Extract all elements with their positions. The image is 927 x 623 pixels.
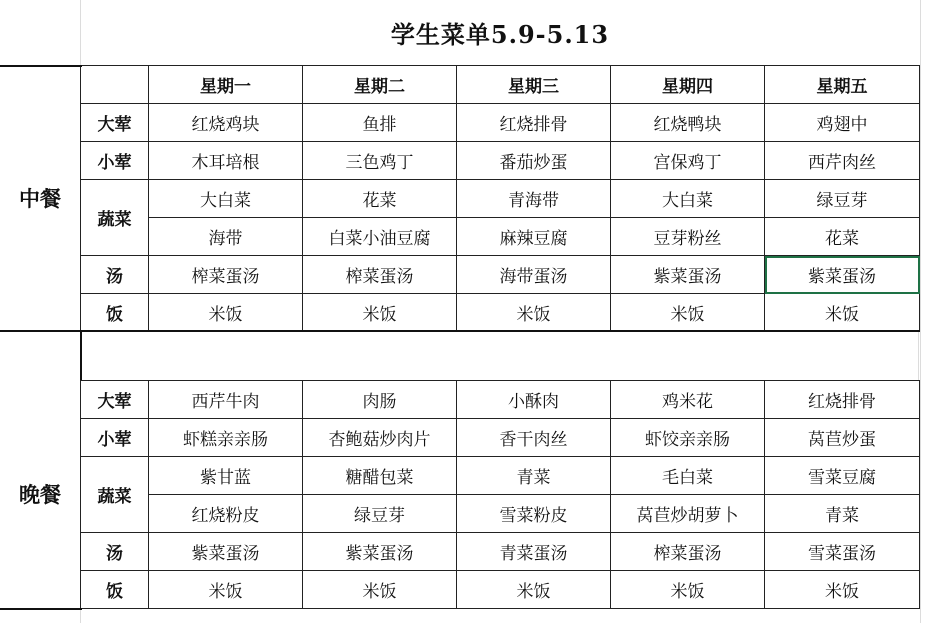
blank-row[interactable] [80,332,919,380]
menu-cell[interactable]: 大白菜 [149,180,303,218]
lunch-table [80,65,920,332]
menu-cell[interactable]: 红烧鸡块 [149,104,303,142]
table-row [81,142,920,180]
menu-cell[interactable]: 宫保鸡丁 [611,142,765,180]
menu-cell[interactable]: 绿豆芽 [303,495,457,533]
table-row [81,294,920,332]
menu-cell[interactable]: 红烧鸭块 [611,104,765,142]
table-row [81,104,920,142]
category-cell[interactable]: 蔬菜 [81,180,149,256]
table-row [81,533,920,571]
menu-cell[interactable]: 肉肠 [303,381,457,419]
menu-cell[interactable]: 大白菜 [611,180,765,218]
menu-cell[interactable]: 榨菜蛋汤 [611,533,765,571]
menu-cell[interactable]: 榨菜蛋汤 [149,256,303,294]
menu-cell[interactable]: 三色鸡丁 [303,142,457,180]
menu-cell[interactable]: 毛白菜 [611,457,765,495]
day-header[interactable]: 星期三 [457,66,611,104]
menu-cell[interactable]: 雪菜粉皮 [457,495,611,533]
menu-cell[interactable]: 糖醋包菜 [303,457,457,495]
meal-label-dinner[interactable]: 晚餐 [19,482,61,507]
category-cell[interactable]: 大荤 [81,104,149,142]
menu-cell[interactable]: 红烧粉皮 [149,495,303,533]
menu-cell[interactable]: 花菜 [765,218,920,256]
menu-cell[interactable]: 米饭 [611,294,765,332]
section-border [0,65,82,67]
menu-cell[interactable]: 米饭 [457,294,611,332]
menu-cell[interactable]: 紫菜蛋汤 [611,256,765,294]
header-corner-cell[interactable] [81,66,149,104]
menu-cell[interactable]: 青菜 [765,495,920,533]
dinner-table [80,380,920,609]
menu-cell[interactable]: 海带蛋汤 [457,256,611,294]
menu-cell[interactable]: 青海带 [457,180,611,218]
day-header[interactable]: 星期一 [149,66,303,104]
menu-cell[interactable]: 鱼排 [303,104,457,142]
table-row [81,256,920,294]
category-cell[interactable]: 蔬菜 [81,457,149,533]
section-border [0,608,82,610]
menu-cell[interactable]: 海带 [149,218,303,256]
menu-cell[interactable]: 米饭 [303,294,457,332]
table-row [81,180,920,218]
category-cell[interactable]: 饭 [81,294,149,332]
table-row [81,457,920,495]
meal-label-lunch[interactable]: 中餐 [19,186,61,211]
day-header[interactable]: 星期五 [765,66,920,104]
day-header[interactable]: 星期四 [611,66,765,104]
menu-cell[interactable]: 西芹肉丝 [765,142,920,180]
table-row [81,419,920,457]
menu-cell[interactable]: 雪菜豆腐 [765,457,920,495]
category-cell[interactable]: 小荤 [81,142,149,180]
table-row [81,495,920,533]
menu-cell[interactable]: 米饭 [457,571,611,609]
menu-cell[interactable]: 豆芽粉丝 [611,218,765,256]
menu-cell[interactable]: 木耳培根 [149,142,303,180]
day-header[interactable]: 星期二 [303,66,457,104]
menu-cell[interactable]: 雪菜蛋汤 [765,533,920,571]
menu-cell[interactable]: 米饭 [765,571,920,609]
menu-cell[interactable]: 莴苣炒胡萝卜 [611,495,765,533]
menu-cell[interactable]: 紫菜蛋汤 [149,533,303,571]
category-cell[interactable]: 大荤 [81,381,149,419]
menu-cell[interactable]: 小酥肉 [457,381,611,419]
menu-cell[interactable]: 紫菜蛋汤 [303,533,457,571]
page-title[interactable]: 学生菜单5.9-5.13 [390,20,610,49]
menu-cell[interactable]: 番茄炒蛋 [457,142,611,180]
table-row [81,381,920,419]
menu-cell[interactable]: 香干肉丝 [457,419,611,457]
menu-cell[interactable]: 莴苣炒蛋 [765,419,920,457]
menu-cell[interactable]: 虾饺亲亲肠 [611,419,765,457]
menu-cell[interactable]: 米饭 [149,571,303,609]
table-row [81,218,920,256]
menu-cell[interactable]: 米饭 [765,294,920,332]
sheet-gridline [920,0,921,623]
day-header-row [81,66,920,104]
menu-cell[interactable]: 米饭 [303,571,457,609]
menu-cell[interactable]: 西芹牛肉 [149,381,303,419]
menu-cell[interactable]: 鸡翅中 [765,104,920,142]
menu-cell[interactable]: 虾糕亲亲肠 [149,419,303,457]
table-row [81,571,920,609]
menu-cell[interactable]: 红烧排骨 [457,104,611,142]
menu-cell[interactable]: 白菜小油豆腐 [303,218,457,256]
menu-cell[interactable]: 米饭 [149,294,303,332]
category-cell[interactable]: 饭 [81,571,149,609]
menu-cell[interactable]: 青菜 [457,457,611,495]
category-cell[interactable]: 汤 [81,256,149,294]
menu-cell[interactable]: 绿豆芽 [765,180,920,218]
menu-cell[interactable]: 榨菜蛋汤 [303,256,457,294]
menu-cell[interactable]: 花菜 [303,180,457,218]
menu-cell[interactable]: 紫甘蓝 [149,457,303,495]
menu-cell[interactable]: 麻辣豆腐 [457,218,611,256]
menu-cell[interactable]: 米饭 [611,571,765,609]
menu-cell[interactable]: 红烧排骨 [765,381,920,419]
menu-cell[interactable]: 杏鲍菇炒肉片 [303,419,457,457]
category-cell[interactable]: 汤 [81,533,149,571]
menu-cell[interactable]: 青菜蛋汤 [457,533,611,571]
menu-cell[interactable]: 鸡米花 [611,381,765,419]
selected-cell[interactable]: 紫菜蛋汤 [765,256,920,294]
category-cell[interactable]: 小荤 [81,419,149,457]
